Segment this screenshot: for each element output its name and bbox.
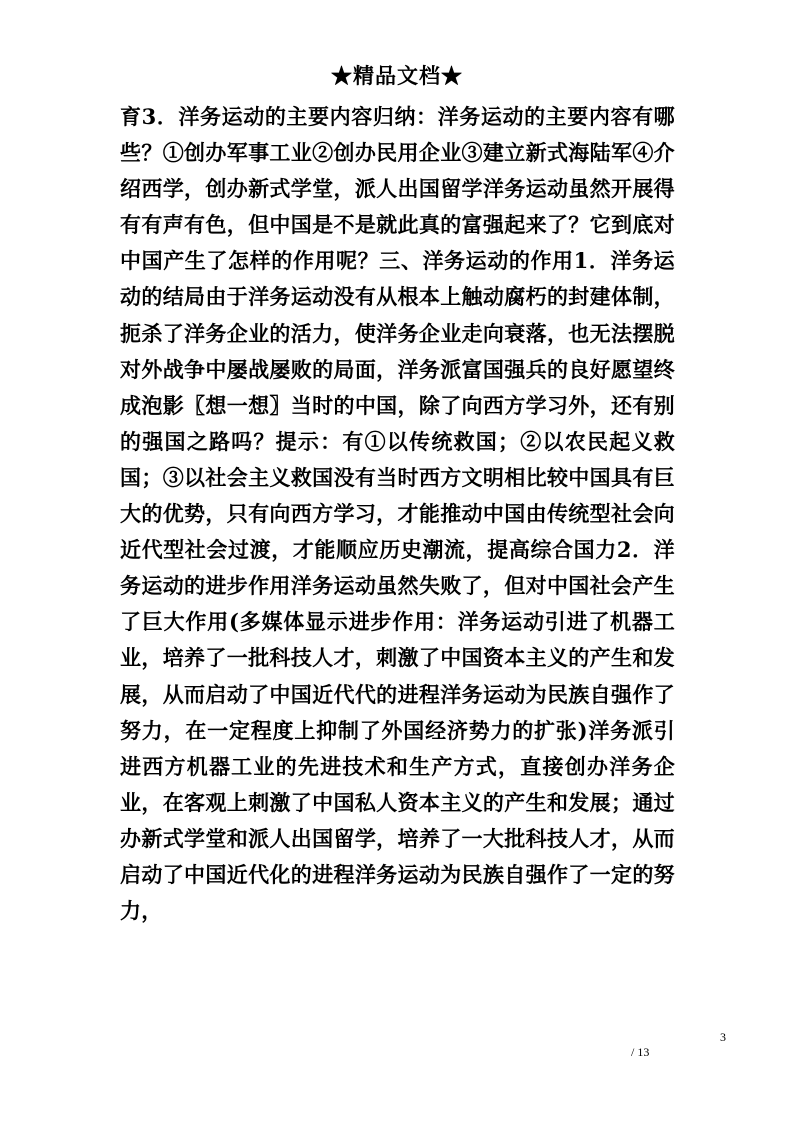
page-number: 3 <box>720 1030 726 1044</box>
page-count: / 13 <box>631 1045 650 1059</box>
document-body-text: 育3．洋务运动的主要内容归纳：洋务运动的主要内容有哪些？①创办军事工业②创办民用企业③建立新式海陆军④介绍西学，创办新式学堂，派人出国留学洋务运动虽然开展得有有声有色，但中国是不是就此真的富强起来了？它到底对中国产生了怎样的作用呢？三、洋务运动的作用1．洋务运动的结局由于洋务运动没有从根本上触动腐朽的封建体制，扼杀了洋务企业的活力，使洋务企业走向衰落，也无法摆脱对外战争中屡战屡败的局面，洋务派富国强兵的良好愿望终成泡影〖想一想〗当时的中国，除了向西方学习外，还有别的强国之路吗？提示：有①以传统救国；②以农民起义救国；③以社会主义救国没有当时西方文明相比较中国具有巨大的优势，只有向西方学习，才能推动中国由传统型社会向近代型社会过渡，才能顺应历史潮流，提高综合国力2．洋务运动的进步作用洋务运动虽然失败了，但对中国社会产生了巨大作用(多媒体显示进步作用：洋务运动引进了机器工业，培养了一批科技人才，刺激了中国资本主义的产生和发展，从而启动了中国近代代的进程洋务运动为民族自强作了努力，在一定程度上抑制了外国经济势力的扩张)洋务派引进西方机器工业的先进技术和生产方式，直接创办洋务企业，在客观上刺激了中国私人资本主义的产生和发展；通过办新式学堂和派人出国留学，培养了一大批科技人才，从而启动了中国近代化的进程洋务运动为民族自强作了一定的努力， <box>120 104 675 924</box>
page-header-title: ★精品文档★ <box>331 63 463 88</box>
